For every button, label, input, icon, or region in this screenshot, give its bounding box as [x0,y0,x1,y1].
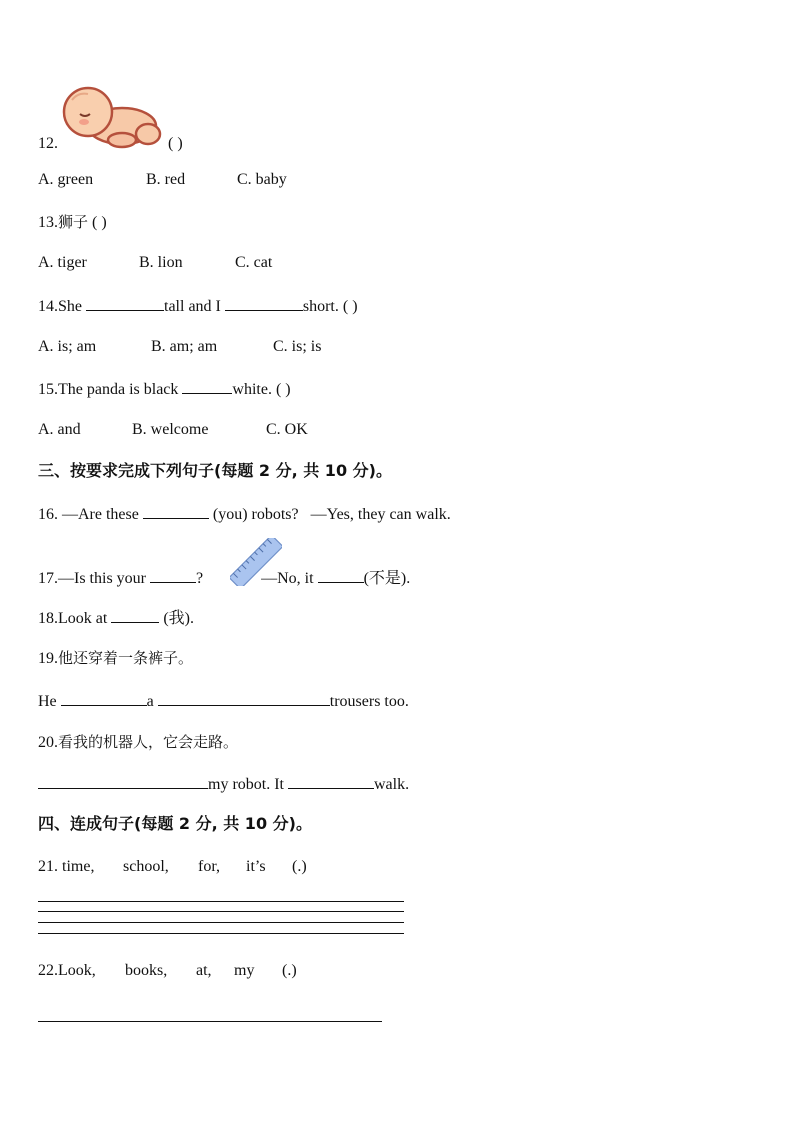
option-c: C. OK [266,421,308,438]
question-14 [38,295,358,317]
option-a: A. tiger [38,254,87,271]
answer-blank[interactable] [158,690,330,706]
word-card: for, [198,858,221,875]
answer-paren: ( ) [168,135,183,152]
answer-blank[interactable] [61,690,147,706]
question-text: —Are these [62,506,139,523]
option-b: B. am; am [151,338,218,355]
question-text: —Yes, they can walk. [310,506,451,523]
answer-blank[interactable] [225,295,303,311]
question-12 [38,134,183,154]
question-text: —No, it [261,570,314,587]
question-15 [38,378,291,400]
question-text: short. [302,298,339,315]
options-15 [38,420,308,440]
question-text: 看我的机器人，它会走路。 [58,733,239,751]
word-card: (.) [282,962,297,979]
answer-blank[interactable] [182,378,232,394]
question-number: 17. [38,570,58,587]
answer-blank[interactable] [86,295,164,311]
word-card: Look, [58,962,96,979]
question-19 [38,648,193,669]
question-17 [38,567,410,589]
section-3-heading: 三、按要求完成下列句子(每题 2 分, 共 10 分)。 [38,461,392,480]
writing-line[interactable] [38,933,404,934]
question-16 [38,503,451,525]
answer-text: walk. [374,776,410,793]
options-14 [38,337,321,357]
writing-line[interactable] [38,901,404,902]
question-21 [38,857,307,877]
word-card: at, [196,962,212,979]
answer-paren: ( ) [275,381,291,398]
question-number: 13. [38,214,58,231]
question-22 [38,961,297,981]
question-text: She [58,298,82,315]
question-number: 19. [38,650,58,667]
answer-blank[interactable] [143,503,209,519]
question-number: 15. [38,381,58,398]
answer-blank[interactable] [288,773,374,789]
answer-text: a [146,693,154,710]
answer-text: my robot. It [208,776,284,793]
option-c: C. is; is [273,338,322,355]
question-20 [38,732,238,753]
question-number: 14. [38,298,58,315]
answer-text: He [38,693,57,710]
word-card: my [234,962,255,979]
writing-line[interactable] [38,922,404,923]
options-12 [38,170,287,190]
writing-line[interactable] [38,1021,382,1022]
option-a: A. green [38,171,94,188]
question-number: 22. [38,962,58,979]
question-text: white. [232,381,272,398]
question-13 [38,212,107,233]
section-4-heading: 四、连成句子(每题 2 分, 共 10 分)。 [38,814,312,833]
word-card: school, [123,858,169,875]
question-text: (you) robots? [212,506,299,523]
question-text: —Is this your [58,570,146,587]
answer-blank[interactable] [111,607,159,623]
question-number: 16. [38,506,58,523]
question-text: (不是). [363,570,411,587]
answer-text: trousers too. [329,693,409,710]
answer-line-19 [38,690,409,712]
word-card: books, [125,962,168,979]
option-c: C. cat [235,254,273,271]
question-text: 他还穿着一条裤子。 [58,649,194,667]
answer-blank[interactable] [318,567,364,583]
question-text: Look at [58,610,108,627]
question-number: 20. [38,734,58,751]
word-card: it’s [246,858,266,875]
question-number: 18. [38,610,58,627]
word-card: time, [62,858,95,875]
question-number: 12. [38,135,58,152]
word-card: (.) [292,858,307,875]
option-a: A. is; am [38,338,97,355]
question-text: tall and I [164,298,221,315]
question-text: (我). [163,610,194,627]
option-b: B. lion [139,254,183,271]
option-b: B. red [146,171,186,188]
question-text: ? [196,570,204,587]
option-c: C. baby [237,171,287,188]
question-text: 狮子 [58,213,89,231]
answer-paren: ( ) [342,298,358,315]
answer-line-20 [38,773,409,795]
question-number: 21. [38,858,58,875]
answer-blank[interactable] [150,567,196,583]
answer-paren: ( ) [92,214,107,231]
option-b: B. welcome [132,421,209,438]
question-text: The panda is black [58,381,179,398]
writing-line[interactable] [38,911,404,912]
answer-blank[interactable] [38,773,208,789]
option-a: A. and [38,421,81,438]
options-13 [38,253,272,273]
question-18 [38,607,194,629]
